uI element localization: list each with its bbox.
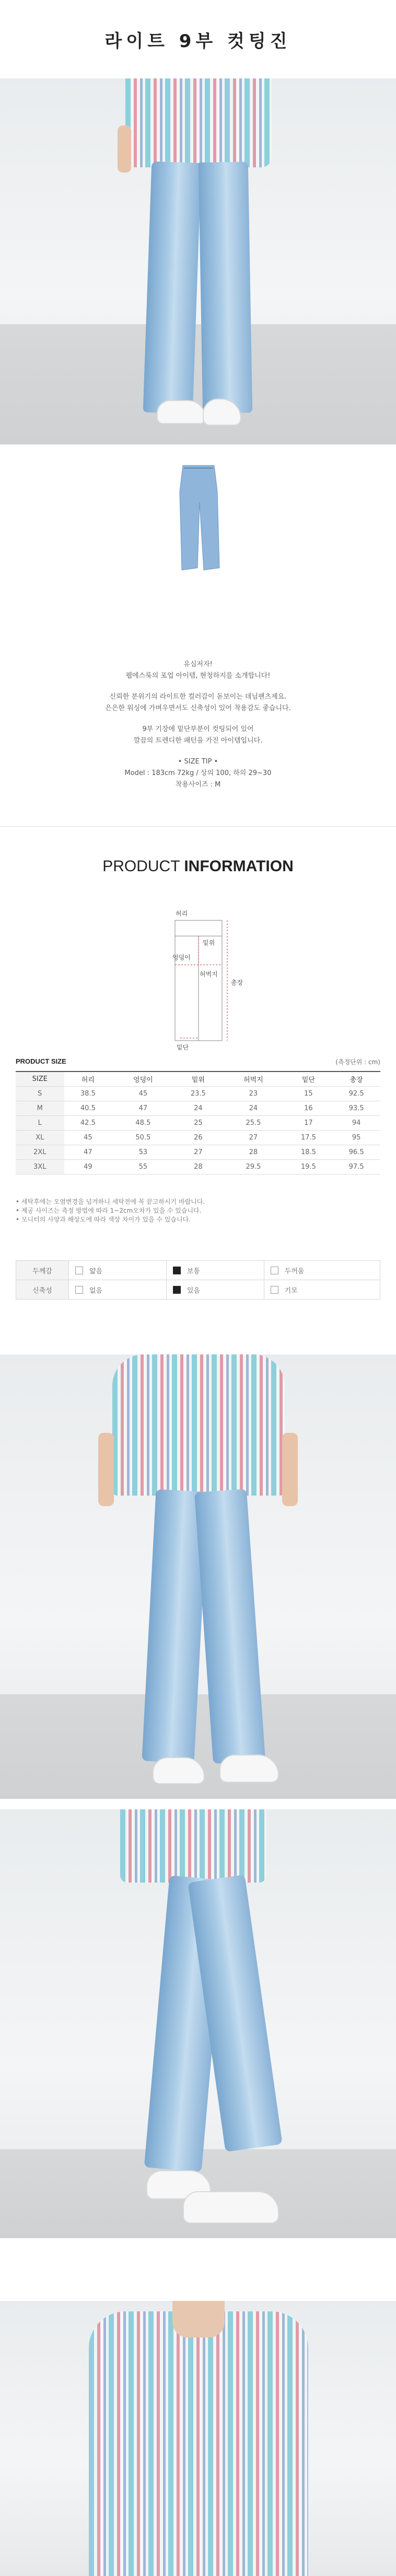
table-cell: 24 bbox=[174, 1101, 223, 1116]
size-table bbox=[16, 1071, 380, 1175]
table-cell: 45 bbox=[112, 1087, 174, 1101]
note-line: • 세탁후에는 오염변경을 넘겨하니 세탁전에 꼭 끝고하시기 바랍니다. bbox=[16, 1198, 205, 1205]
table-cell: XL bbox=[16, 1131, 64, 1145]
flat-photo bbox=[0, 444, 396, 591]
model-photo-2 bbox=[0, 1809, 396, 2238]
table-cell: 47 bbox=[112, 1101, 174, 1116]
description bbox=[0, 591, 396, 821]
table-cell: 16 bbox=[285, 1101, 333, 1116]
table-cell: 48.5 bbox=[112, 1116, 174, 1131]
table-cell: L bbox=[16, 1116, 64, 1131]
feel-option: 기모 bbox=[264, 1280, 380, 1300]
table-cell: 50.5 bbox=[112, 1131, 174, 1145]
table-cell: 53 bbox=[112, 1145, 174, 1160]
desc-line: 유심저자! bbox=[183, 660, 213, 668]
table-cell: 19.5 bbox=[285, 1160, 333, 1175]
size-diagram bbox=[0, 905, 396, 1056]
size-notes bbox=[0, 1198, 396, 1234]
size-table-header bbox=[0, 1055, 396, 1071]
table-cell: 25.5 bbox=[222, 1116, 284, 1131]
feel-label: 두께감 bbox=[16, 1261, 69, 1280]
table-cell: 17.5 bbox=[285, 1131, 333, 1145]
column-header: 허벅지 bbox=[222, 1072, 284, 1087]
feel-option: 있음 bbox=[166, 1280, 264, 1300]
table-row bbox=[16, 1261, 380, 1280]
divider bbox=[0, 826, 396, 827]
product-title: 라이트 9부 컷팅진 bbox=[104, 30, 292, 52]
checkbox-icon bbox=[75, 1267, 83, 1274]
table-row bbox=[16, 1280, 380, 1300]
table-cell: 92.5 bbox=[332, 1087, 380, 1101]
feel-option: 두꺼움 bbox=[264, 1261, 380, 1280]
table-cell: M bbox=[16, 1101, 64, 1116]
table-row bbox=[16, 1145, 380, 1160]
table-row bbox=[16, 1131, 380, 1145]
table-cell: 42.5 bbox=[64, 1116, 112, 1131]
table-cell: 3XL bbox=[16, 1160, 64, 1175]
feel-option: 얇음 bbox=[69, 1261, 167, 1280]
table-row bbox=[16, 1087, 380, 1101]
table-row bbox=[16, 1116, 380, 1131]
checkbox-checked-icon bbox=[173, 1267, 181, 1274]
table-cell: 38.5 bbox=[64, 1087, 112, 1101]
table-cell: 28 bbox=[222, 1145, 284, 1160]
size-tip-label: • SIZE TIP • bbox=[178, 758, 218, 766]
table-cell: 17 bbox=[285, 1116, 333, 1131]
table-cell: 55 bbox=[112, 1160, 174, 1175]
table-cell: 26 bbox=[174, 1131, 223, 1145]
column-header: 밑단 bbox=[285, 1072, 333, 1087]
table-cell: 93.5 bbox=[332, 1101, 380, 1116]
title-bar bbox=[0, 0, 396, 78]
model-photo-3 bbox=[0, 2301, 396, 2576]
desc-line: 신뢰한 분위기의 라이트한 컬러감이 돋보이는 데님팬츠제요. bbox=[109, 693, 287, 701]
table-cell: 27 bbox=[174, 1145, 223, 1160]
model-info: Model : 183cm 72kg / 상의 100, 하의 29~30 bbox=[124, 769, 272, 777]
feel-option: 보통 bbox=[166, 1261, 264, 1280]
column-header: SIZE bbox=[16, 1072, 64, 1087]
size-table-header-row bbox=[16, 1072, 380, 1087]
table-cell: 94 bbox=[332, 1116, 380, 1131]
table-cell: 96.5 bbox=[332, 1145, 380, 1160]
feel-option: 없음 bbox=[69, 1280, 167, 1300]
diagram-label-thigh: 허벅지 bbox=[200, 971, 218, 978]
diagram-label-waist: 허리 bbox=[176, 910, 188, 917]
table-cell: 28 bbox=[174, 1160, 223, 1175]
table-cell: 97.5 bbox=[332, 1160, 380, 1175]
product-info-title: PRODUCT INFORMATION bbox=[102, 858, 294, 875]
feel-label: 신축성 bbox=[16, 1280, 69, 1300]
checkbox-checked-icon bbox=[173, 1286, 181, 1294]
diagram-label-hem: 밑단 bbox=[177, 1044, 189, 1051]
column-header: 총장 bbox=[332, 1072, 380, 1087]
table-cell: 2XL bbox=[16, 1145, 64, 1160]
column-header: 엉덩이 bbox=[112, 1072, 174, 1087]
table-cell: 47 bbox=[64, 1145, 112, 1160]
table-cell: 15 bbox=[285, 1087, 333, 1101]
model-photo-1 bbox=[0, 1354, 396, 1799]
size-table-unit: (측정단위 : cm) bbox=[335, 1058, 380, 1066]
table-cell: S bbox=[16, 1087, 64, 1101]
desc-line: 깔끔의 트렌디한 패턴을 가진 아이템입니다. bbox=[133, 737, 263, 745]
table-cell: 25 bbox=[174, 1116, 223, 1131]
table-cell: 29.5 bbox=[222, 1160, 284, 1175]
note-line: • 모니터의 사양과 해상도에 따라 색상 차이가 있을 수 있습니다. bbox=[16, 1216, 191, 1223]
desc-line: 은은한 워싱에 가벼우면서도 신축성이 있어 착용감도 좋습니다. bbox=[105, 704, 291, 712]
table-cell: 40.5 bbox=[64, 1101, 112, 1116]
neck bbox=[172, 2301, 225, 2338]
size-table-heading: PRODUCT SIZE bbox=[16, 1057, 66, 1065]
diagram-label-rise: 밑위 bbox=[203, 939, 215, 947]
table-cell: 18.5 bbox=[285, 1145, 333, 1160]
fabric-feel-table bbox=[16, 1260, 380, 1300]
table-row bbox=[16, 1160, 380, 1175]
diagram-label-hip: 엉덩이 bbox=[172, 954, 191, 961]
note-line: • 제공 사이즈는 측정 방법에 따라 1~2cm오차가 있을 수 있습니다. bbox=[16, 1207, 202, 1214]
desc-line: 웹에스룩의 포업 아이템, 현청하지를 소개합니다! bbox=[125, 672, 271, 680]
hero-photo bbox=[0, 78, 396, 444]
column-header: 허리 bbox=[64, 1072, 112, 1087]
table-cell: 45 bbox=[64, 1131, 112, 1145]
table-cell: 23 bbox=[222, 1087, 284, 1101]
table-cell: 49 bbox=[64, 1160, 112, 1175]
checkbox-icon bbox=[75, 1286, 83, 1294]
checkbox-icon bbox=[271, 1267, 278, 1274]
table-cell: 95 bbox=[332, 1131, 380, 1145]
table-cell: 23.5 bbox=[174, 1087, 223, 1101]
diagram-label-length: 총장 bbox=[231, 979, 243, 986]
table-row bbox=[16, 1101, 380, 1116]
column-header: 밑위 bbox=[174, 1072, 223, 1087]
desc-line: 9부 기장에 밑단부분이 컷팅되어 있어 bbox=[142, 725, 254, 733]
table-cell: 27 bbox=[222, 1131, 284, 1145]
checkbox-icon bbox=[271, 1286, 278, 1294]
table-cell: 24 bbox=[222, 1101, 284, 1116]
model-size: 착용사이즈 : M bbox=[175, 781, 221, 789]
